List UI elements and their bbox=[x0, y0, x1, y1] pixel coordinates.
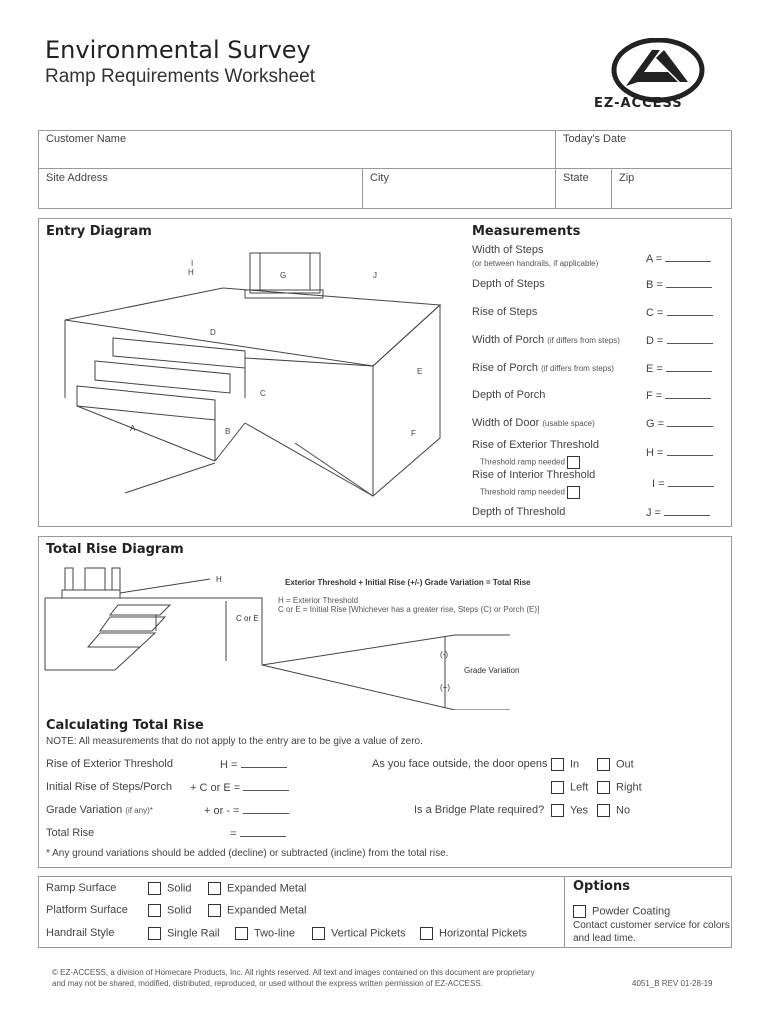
value-f-label: F = bbox=[646, 390, 663, 402]
entry-diagram-title: Entry Diagram bbox=[46, 224, 152, 239]
r3-label: Grade Variation (if any)* bbox=[46, 804, 153, 816]
divider bbox=[564, 876, 565, 948]
total-rise-title: Total Rise Diagram bbox=[46, 542, 184, 557]
value-d-label: D = bbox=[646, 335, 664, 347]
label-g: G bbox=[280, 271, 287, 280]
city-field[interactable]: City bbox=[370, 172, 389, 184]
footnote: * Any ground variations should be added (decline) or subtracted (incline) from the total rise. bbox=[46, 848, 449, 859]
customer-name-field[interactable]: Customer Name bbox=[46, 133, 127, 145]
divider bbox=[555, 130, 556, 209]
width-of-steps-note: (or between handrails, if applicable) bbox=[472, 259, 599, 268]
label-h: H bbox=[188, 268, 194, 277]
right-label: Right bbox=[616, 781, 642, 794]
value-g-label: G = bbox=[646, 418, 665, 430]
diagram-h: H bbox=[216, 575, 222, 584]
rise-of-steps-label: Rise of Steps bbox=[472, 306, 538, 318]
width-of-door-label: Width of Door (usable space) bbox=[472, 417, 595, 429]
h-definition: H = Exterior Threshold bbox=[278, 596, 359, 605]
r3-input[interactable] bbox=[243, 804, 289, 814]
r1-label: Rise of Exterior Threshold bbox=[46, 758, 173, 770]
site-address-field[interactable]: Site Address bbox=[46, 172, 108, 184]
value-j-label: J = bbox=[646, 507, 661, 519]
rise-of-porch-label: Rise of Porch (if differs from steps) bbox=[472, 362, 614, 374]
r4-label: Total Rise bbox=[46, 827, 95, 839]
label-c: C bbox=[260, 389, 266, 398]
r4-input[interactable] bbox=[240, 827, 286, 837]
value-c-input[interactable] bbox=[667, 306, 713, 316]
vertical-pickets-checkbox[interactable] bbox=[312, 927, 325, 940]
no-checkbox[interactable] bbox=[597, 804, 610, 817]
r2-op: + C or E = bbox=[190, 782, 241, 794]
door-question: As you face outside, the door opens bbox=[372, 758, 548, 770]
contact-text-2: and lead time. bbox=[573, 933, 636, 944]
width-of-steps-label: Width of Steps bbox=[472, 244, 544, 256]
page-subtitle: Ramp Requirements Worksheet bbox=[45, 66, 315, 87]
horizontal-pickets-checkbox[interactable] bbox=[420, 927, 433, 940]
state-field[interactable]: State bbox=[563, 172, 589, 184]
value-a-label: A = bbox=[646, 253, 663, 265]
int-threshold-ramp-needed: Threshold ramp needed bbox=[480, 486, 586, 499]
right-checkbox[interactable] bbox=[597, 781, 610, 794]
customer-info-box bbox=[38, 130, 732, 209]
contact-text-1: Contact customer service for colors bbox=[573, 920, 730, 931]
page-title: Environmental Survey bbox=[45, 36, 311, 64]
label-e: E bbox=[417, 367, 423, 376]
platform-expanded-label: Expanded Metal bbox=[227, 904, 307, 917]
out-checkbox[interactable] bbox=[597, 758, 610, 771]
formula-text: Exterior Threshold + Initial Rise (+/-) Grade Variation = Total Rise bbox=[285, 578, 531, 587]
measurements-title: Measurements bbox=[472, 224, 581, 239]
depth-threshold-label: Depth of Threshold bbox=[472, 506, 566, 518]
value-i-input[interactable] bbox=[668, 477, 714, 487]
label-d: D bbox=[210, 328, 216, 337]
options-title: Options bbox=[573, 879, 630, 894]
value-e-label: E = bbox=[646, 363, 663, 375]
rise-int-threshold-label: Rise of Interior Threshold bbox=[472, 469, 596, 481]
label-j: J bbox=[373, 271, 377, 280]
label-a: A bbox=[130, 424, 136, 433]
r2-input[interactable] bbox=[243, 781, 289, 791]
bridge-question: Is a Bridge Plate required? bbox=[414, 804, 545, 816]
value-b-label: B = bbox=[646, 279, 663, 291]
ramp-solid-label: Solid bbox=[167, 882, 192, 895]
value-f-input[interactable] bbox=[665, 389, 711, 399]
value-i-label: I = bbox=[652, 478, 665, 490]
todays-date-field[interactable]: Today's Date bbox=[563, 133, 627, 145]
horizontal-pickets-label: Horizontal Pickets bbox=[439, 927, 528, 940]
two-line-checkbox[interactable] bbox=[235, 927, 248, 940]
ramp-expanded-label: Expanded Metal bbox=[227, 882, 307, 895]
two-line-label: Two-line bbox=[254, 927, 295, 940]
ext-threshold-ramp-needed: Threshold ramp needed bbox=[480, 456, 586, 469]
r1-op: H = bbox=[220, 759, 238, 771]
depth-of-steps-label: Depth of Steps bbox=[472, 278, 545, 290]
value-h-input[interactable] bbox=[667, 446, 713, 456]
label-b: B bbox=[225, 427, 231, 436]
platform-surface-label: Platform Surface bbox=[46, 904, 128, 916]
in-label: In bbox=[570, 758, 580, 771]
powder-coating-checkbox[interactable] bbox=[573, 905, 586, 918]
left-checkbox[interactable] bbox=[551, 781, 564, 794]
ramp-surface-label: Ramp Surface bbox=[46, 882, 117, 894]
value-b-input[interactable] bbox=[666, 278, 712, 288]
divider bbox=[611, 168, 612, 209]
diagram-minus: (-) bbox=[440, 650, 448, 659]
vertical-pickets-label: Vertical Pickets bbox=[331, 927, 406, 940]
ramp-expanded-checkbox[interactable] bbox=[208, 882, 221, 895]
depth-of-porch-label: Depth of Porch bbox=[472, 389, 546, 401]
value-g-input[interactable] bbox=[667, 417, 713, 427]
ext-threshold-checkbox[interactable] bbox=[567, 456, 580, 469]
ramp-solid-checkbox[interactable] bbox=[148, 882, 161, 895]
value-c-label: C = bbox=[646, 307, 664, 319]
single-rail-checkbox[interactable] bbox=[148, 927, 161, 940]
diagram-plus: (+) bbox=[440, 683, 450, 692]
r1-input[interactable] bbox=[241, 758, 287, 768]
yes-label: Yes bbox=[570, 804, 588, 817]
handrail-style-label: Handrail Style bbox=[46, 927, 115, 939]
platform-expanded-checkbox[interactable] bbox=[208, 904, 221, 917]
rise-ext-threshold-label: Rise of Exterior Threshold bbox=[472, 439, 599, 451]
label-f: F bbox=[411, 429, 416, 438]
left-label: Left bbox=[570, 781, 589, 794]
r2-label: Initial Rise of Steps/Porch bbox=[46, 781, 172, 793]
single-rail-label: Single Rail bbox=[167, 927, 220, 940]
width-of-porch-label: Width of Porch (if differs from steps) bbox=[472, 334, 620, 346]
in-checkbox[interactable] bbox=[551, 758, 564, 771]
zip-field[interactable]: Zip bbox=[619, 172, 635, 184]
divider bbox=[38, 168, 732, 169]
label-i: I bbox=[191, 259, 194, 268]
int-threshold-checkbox[interactable] bbox=[567, 486, 580, 499]
value-d-input[interactable] bbox=[667, 334, 713, 344]
diagram-c-or-e: C or E bbox=[236, 614, 259, 623]
no-label: No bbox=[616, 804, 631, 817]
r4-op: = bbox=[230, 828, 237, 840]
value-a-input[interactable] bbox=[665, 252, 711, 262]
divider bbox=[362, 168, 363, 209]
platform-solid-checkbox[interactable] bbox=[148, 904, 161, 917]
diagram-grade-variation: Grade Variation bbox=[464, 666, 520, 675]
value-h-label: H = bbox=[646, 447, 664, 459]
calc-title: Calculating Total Rise bbox=[46, 718, 204, 733]
platform-solid-label: Solid bbox=[167, 904, 192, 917]
calc-note: NOTE: All measurements that do not apply to the entry are to be give a value of zero. bbox=[46, 736, 423, 747]
copyright-line-2: and may not be shared, modified, distributed, reproduced, or used without the express written permission of EZ-ACCESS. bbox=[52, 979, 483, 988]
value-e-input[interactable] bbox=[666, 362, 712, 372]
out-label: Out bbox=[616, 758, 634, 771]
r3-op: + or - = bbox=[204, 805, 240, 817]
yes-checkbox[interactable] bbox=[551, 804, 564, 817]
logo-text: EZ-ACCESS bbox=[594, 96, 683, 111]
copyright-line-1: © EZ-ACCESS, a division of Homecare Products, Inc. All rights reserved. All text and images contained on this document are proprietary bbox=[52, 968, 535, 977]
entry-diagram bbox=[55, 248, 450, 508]
c-or-e-definition: C or E = Initial Rise [Whichever has a greater rise, Steps (C) or Porch (E)] bbox=[278, 605, 540, 614]
document-code: 4051_B REV 01-28-19 bbox=[632, 979, 713, 988]
powder-coating-label: Powder Coating bbox=[592, 905, 671, 918]
value-j-input[interactable] bbox=[664, 506, 710, 516]
